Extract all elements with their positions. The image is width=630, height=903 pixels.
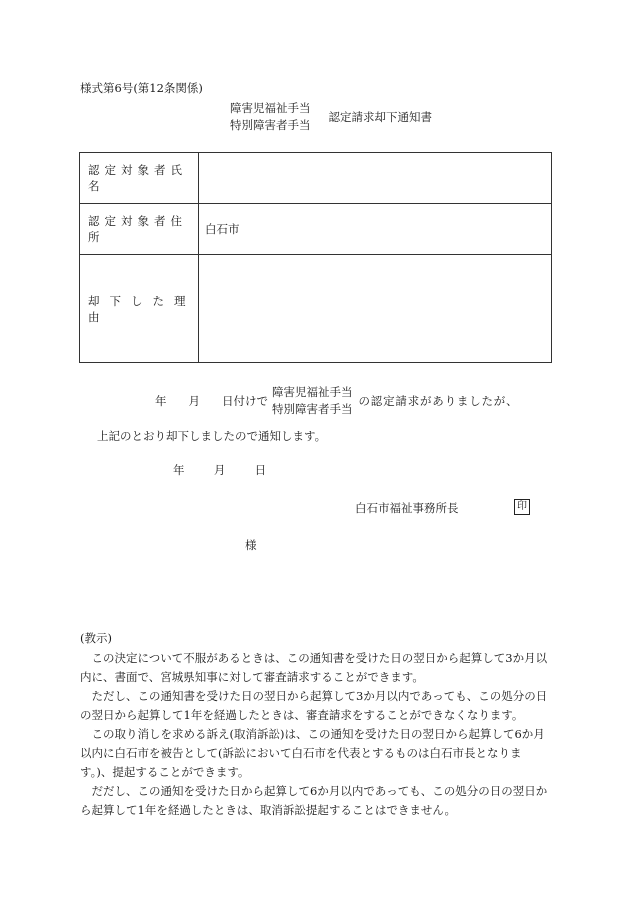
instruction-heading: (教示): [80, 631, 112, 645]
value-target-name[interactable]: [199, 153, 552, 204]
title-allowance-2: 特別障害者手当: [230, 118, 311, 132]
notice-year: 年: [155, 394, 167, 408]
table-row-reason: [80, 255, 552, 363]
form-number: 様式第6号(第12条関係): [80, 81, 203, 95]
title-main: 認定請求却下通知書: [328, 110, 432, 124]
document-title: [230, 100, 432, 134]
date-year: 年: [173, 463, 185, 477]
issuer-name: 白石市福祉事務所長: [355, 501, 459, 515]
instruction-paragraph: ただし、この通知書を受けた日の翌日から起算して3か月以内であっても、この処分の日の翌日から起算して1年を経過したときは、審査請求をすることができなくなります。: [80, 689, 548, 722]
instruction-paragraph: この決定について不服があるときは、この通知書を受けた日の翌日から起算して3か月以内に、書面で、宮城県知事に対して審査請求することができます。: [80, 651, 548, 684]
value-target-address[interactable]: 白石市: [199, 204, 552, 255]
instruction-paragraph: だだし、この通知を受けた日から起算して6か月以内であっても、この処分の日の翌日から起算して1年を経過したときは、取消訴訟提起することはできません。: [80, 784, 548, 817]
label-rejection-reason: 却下した理由: [80, 255, 199, 363]
notice-line-2: 上記のとおり却下しましたので通知します。: [97, 429, 327, 443]
addressee-suffix: 様: [245, 538, 257, 552]
title-allowance-1: 障害児福祉手当: [230, 101, 311, 115]
notice-allowance-1: 障害児福祉手当: [272, 385, 353, 399]
notice-allowance-2: 特別障害者手当: [272, 402, 353, 416]
notice-allowance-types: [272, 384, 353, 418]
label-target-address: 認定対象者住所: [80, 204, 199, 255]
info-table: [79, 152, 552, 363]
instruction-paragraph: この取り消しを求める訴え(取消訴訟)は、この通知を受けた日の翌日から起算して6か月以内に白石市を被告として(訴訟において白石市を代表とするものは白石市長となります。)、提起することができます。: [80, 727, 545, 779]
notice-line-1: [150, 384, 518, 418]
label-target-name: 認定対象者氏名: [80, 153, 199, 204]
table-row-name: [80, 153, 552, 204]
seal-mark: 印: [514, 499, 530, 515]
date-line: [173, 462, 266, 478]
date-month: 月: [213, 463, 226, 477]
notice-day-suffix: 日付けで: [222, 394, 268, 408]
table-row-address: [80, 204, 552, 255]
notice-trailing: の認定請求がありましたが、: [358, 394, 519, 408]
date-day: 日: [254, 463, 267, 477]
notice-month: 月: [188, 394, 200, 408]
value-rejection-reason[interactable]: [199, 255, 552, 363]
title-allowance-types: [230, 100, 311, 134]
